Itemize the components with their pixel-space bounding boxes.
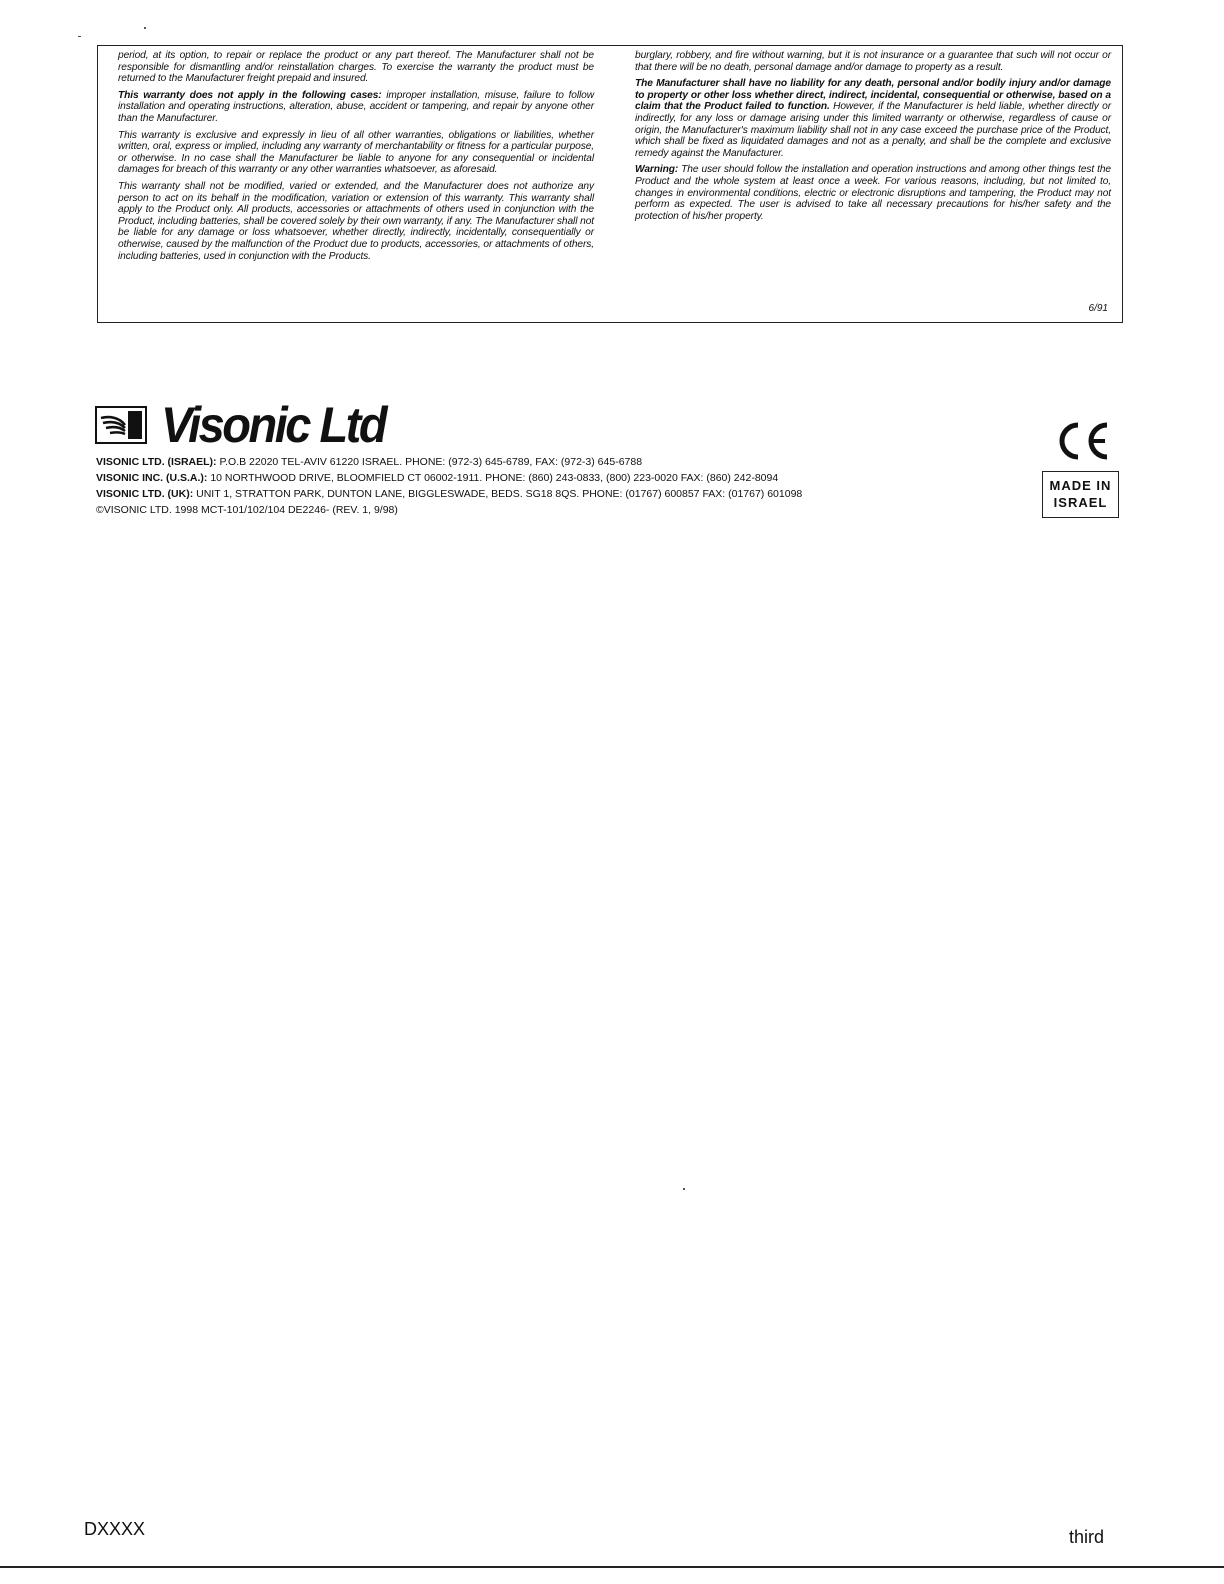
address-label: VISONIC LTD. (ISRAEL):: [96, 456, 217, 468]
warranty-text: The user should follow the installation and operation instructions and among other things test the Product and the whole system at least once a week. For various reasons, including, but not limited to, changes in environmental conditions, electric or electronic disruptions and tampering, the Product may not perform as expected. The user is advised to take all necessary precautions for his/her safety and the protection of his/her property.: [635, 164, 1111, 222]
warranty-paragraph: [635, 164, 1111, 222]
warranty-paragraph: burglary, robbery, and fire without warning, but it is not insurance or a guarantee that such will not occur or that there will be no death, personal damage and/or damage to property as a result.: [635, 50, 1111, 73]
footer-code: DXXXX: [84, 1519, 146, 1539]
warranty-paragraph: period, at its option, to repair or replace the product or any part thereof. The Manufacturer shall not be responsible for dismantling and/or reinstallation charges. To exercise the warranty the product must be returned to the Manufacturer freight prepaid and insured.: [118, 50, 594, 85]
warranty-text: However, if the Manufacturer is held liable, whether directly or indirectly, for any loss or damage arising under this limited warranty or otherwise, regardless of cause or origin, the Manufacturer's maximum liability shall not in any case exceed the purchase price of the Product, which shall be fixed as liquidated damages and not as a penalty, and shall be the complete and exclusive remedy against the Manufacturer.: [635, 101, 1111, 159]
scan-speck: [144, 27, 146, 29]
copyright-text: ©VISONIC LTD. 1998 MCT-101/102/104 DE2246- (REV. 1, 9/98): [96, 504, 398, 516]
scan-speck: [683, 1188, 685, 1190]
footer-page-label: third: [1069, 1527, 1105, 1547]
warranty-paragraph: [118, 90, 594, 125]
logo-wordmark: Visonic Ltd: [161, 396, 386, 453]
address-label: VISONIC LTD. (UK):: [96, 488, 194, 500]
address-line: [96, 486, 802, 502]
warranty-text: improper installation, misuse, failure to follow installation and operating instructions, alteration, abuse, accident or tampering, and repair by anyone other than the Manufacturer.: [118, 89, 594, 124]
scan-speck: [78, 36, 81, 37]
ce-mark-icon: [1053, 420, 1111, 462]
address-text: UNIT 1, STRATTON PARK, DUNTON LANE, BIGGLESWADE, BEDS. SG18 8QS. PHONE: (01767) 600857 FAX: (01767) 601098: [193, 488, 803, 500]
warranty-left-column: [118, 50, 594, 267]
address-text: P.O.B 22020 TEL-AVIV 61220 ISRAEL. PHONE: (972-3) 645-6789, FAX: (972-3) 645-6788: [216, 456, 643, 468]
made-in-israel-badge: [1042, 471, 1119, 518]
made-in-country: ISRAEL: [1053, 495, 1108, 510]
warranty-bold-lead: Warning:: [635, 164, 679, 176]
bottom-divider: [0, 1566, 1224, 1568]
address-label: VISONIC INC. (U.S.A.):: [96, 472, 208, 484]
address-line: [96, 470, 802, 486]
warranty-right-column: [635, 50, 1111, 227]
made-in-line: MADE IN: [1049, 478, 1112, 493]
company-addresses: [96, 454, 802, 518]
address-line: [96, 454, 802, 470]
copyright-line: [96, 502, 802, 518]
warranty-box: [97, 45, 1123, 323]
warranty-paragraph: This warranty shall not be modified, varied or extended, and the Manufacturer does not authorize any person to act on its behalf in the modification, variation or extension of this warranty. This warranty shall apply to the Product only. All products, accessories or attachments of others used in conjunction with the Product, including batteries, shall be covered solely by their own warranty, if any. The Manufacturer shall not be liable for any damage or loss whatsoever, whether directly, indirectly, incidentally, consequentially or otherwise, caused by the malfunction of the Product due to products, accessories, or attachments of others, including batteries, used in conjunction with the Products.: [118, 180, 594, 262]
warranty-bold-lead: This warranty does not apply in the following cases:: [118, 89, 382, 101]
visonic-signal-icon: [95, 406, 147, 444]
warranty-paragraph: [635, 78, 1111, 159]
warranty-paragraph: This warranty is exclusive and expressly in lieu of all other warranties, obligations or liabilities, whether written, oral, express or implied, including any warranty of merchantability or fitness for a particular purpose, or otherwise. In no case shall the Manufacturer be liable to anyone for any consequential or incidental damages for breach of this warranty or any other warranties whatsoever, as aforesaid.: [118, 129, 594, 176]
revision-code: 6/91: [1088, 303, 1108, 314]
warranty-bold-lead: The Manufacturer shall have no liability for any death, personal and/or bodily injury and/or damage to property or other loss whether direct, indirect, incidental, consequential or otherwise, based on a claim that the Product failed to function.: [635, 78, 1111, 113]
company-logo: [95, 396, 386, 453]
address-text: 10 NORTHWOOD DRIVE, BLOOMFIELD CT 06002-1911. PHONE: (860) 243-0833, (800) 223-0020 FAX: (860) 242-8094: [207, 472, 779, 484]
